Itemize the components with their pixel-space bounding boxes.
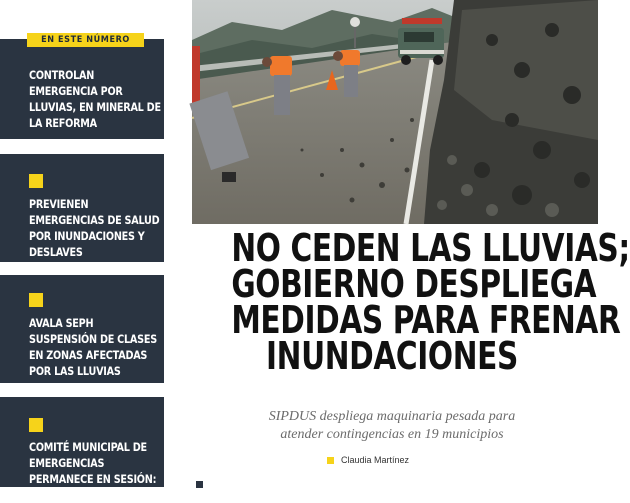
author-byline: [327, 455, 409, 465]
sidebar-item[interactable]: [0, 397, 164, 502]
sidebar-item[interactable]: [0, 154, 164, 262]
sidebar-item-headline: COMITÉ MUNICIPAL DE EMERGENCIAS PERMANECE EN SESIÓN: JORGE REYES: [29, 440, 157, 502]
title-line: INUNDACIONES: [266, 334, 518, 378]
author-name: Claudia Martínez: [341, 455, 410, 465]
title-line: GOBIERNO DESPLIEGA: [231, 262, 597, 306]
yellow-square-icon: [327, 457, 334, 464]
sidebar-item-headline: AVALA SEPH SUSPENSIÓN DE CLASES EN ZONAS AFECTADAS POR LAS LLUVIAS: [29, 316, 157, 378]
article-body-start: [192, 478, 598, 490]
section-label: EN ESTE NÚMERO: [27, 33, 144, 47]
title-line: MEDIDAS PARA FRENAR: [231, 298, 621, 342]
sidebar-item-headline: CONTROLAN EMERGENCIA POR LLUVIAS, EN MINERAL DE LA REFORMA: [29, 68, 161, 130]
sidebar-item-headline: PREVIENEN EMERGENCIAS DE SALUD POR INUNDACIONES Y DESLAVES: [29, 197, 160, 259]
yellow-square-icon: [29, 174, 43, 188]
article-title: [231, 226, 630, 378]
yellow-square-icon: [29, 293, 43, 307]
sidebar: [0, 0, 185, 502]
article-photo: [192, 0, 598, 224]
subtitle-line: atender contingencias en 19 municipios: [280, 427, 504, 442]
paragraph-bullet-icon: [196, 481, 203, 488]
yellow-square-icon: [29, 418, 43, 432]
sidebar-item[interactable]: [0, 39, 164, 139]
subtitle-line: SIPDUS despliega maquinaria pesada para: [268, 409, 516, 424]
article-subtitle: [200, 408, 584, 444]
title-line: NO CEDEN LAS LLUVIAS;: [231, 226, 630, 270]
sidebar-item[interactable]: [0, 275, 164, 383]
